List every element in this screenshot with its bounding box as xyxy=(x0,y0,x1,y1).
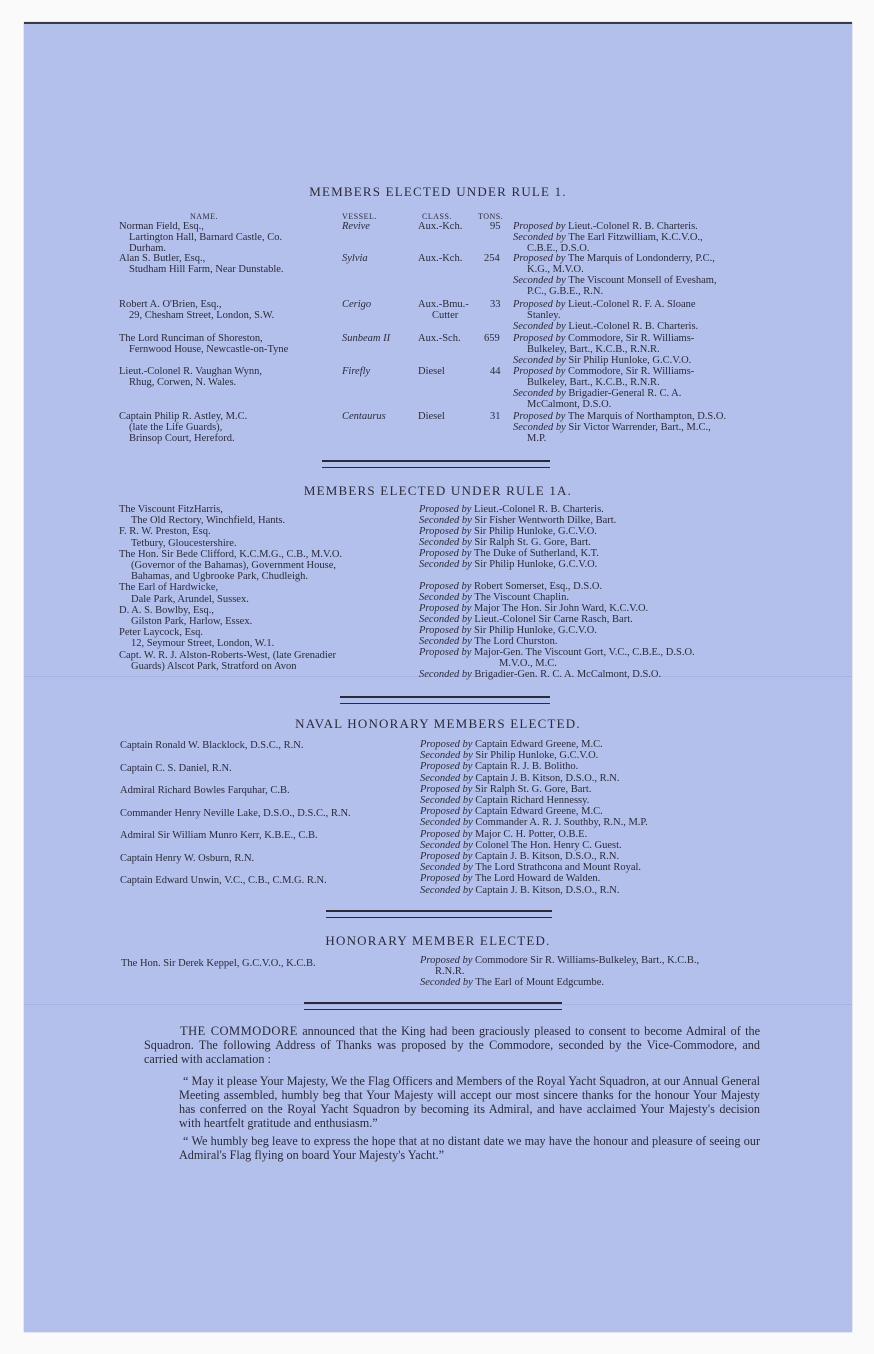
sponsor-line: Seconded by The Earl Fitzwilliam, K.C.V.O., xyxy=(513,232,703,243)
sponsor-role-label: Seconded by xyxy=(419,669,475,680)
naval-member: Captain Henry W. Osburn, R.N. xyxy=(120,852,255,864)
sponsor-line: Seconded by Brigadier-General R. C. A. xyxy=(513,388,682,399)
sponsor-role-label: Proposed by xyxy=(513,253,569,264)
sponsor-line: Seconded by Sir Victor Warrender, Bart., M.C., xyxy=(513,422,711,433)
sponsor-role-label: Seconded by xyxy=(513,388,569,399)
announcement-text: announced that the King had been graciously pleased to consent to become Admiral of the Squadron. The following Address of Thanks was proposed by the Commodore, seconded by the Vice-Commodore, and carried with acclamation : xyxy=(144,1024,760,1066)
sponsor-line: Proposed by The Marquis of Londonderry, P.C., xyxy=(513,253,715,264)
sponsor-line: Proposed by Sir Ralph St. G. Gore, Bart. xyxy=(420,783,592,795)
vessel-tons: 254 xyxy=(484,253,500,264)
sponsor-role-label: Seconded by xyxy=(420,862,476,874)
sponsor-line: Bulkeley, Bart., K.C.B., R.N.R. xyxy=(527,344,660,355)
member-name-line: Lieut.-Colonel R. Vaughan Wynn, xyxy=(119,366,263,377)
sponsor-line: C.B.E., D.S.O. xyxy=(527,243,590,254)
member-line: (Governor of the Bahamas), Government House, xyxy=(131,560,336,571)
double-rule xyxy=(340,696,550,704)
sponsor-role-label: Proposed by xyxy=(420,761,476,773)
sponsor-line: Seconded by Sir Philip Hunloke, G.C.V.O. xyxy=(513,355,692,366)
col-vessel-header: VESSEL. xyxy=(342,212,377,221)
sponsor-role-label: Proposed by xyxy=(513,366,569,377)
sponsor-role-label: Seconded by xyxy=(513,422,569,433)
rule1a-heading: MEMBERS ELECTED UNDER RULE 1A. xyxy=(303,483,573,498)
sponsor-line: Seconded by The Lord Churston. xyxy=(419,636,558,647)
sponsor-line: P.C., G.B.E., R.N. xyxy=(527,286,604,297)
address-quote-2: “ We humbly beg leave to express the hope that at no distant date we may have the honour and pleasure of seeing our Admiral's Flag flying on board Your Majesty's Yacht.” xyxy=(179,1134,760,1162)
sponsor-role-label: Proposed by xyxy=(420,806,476,818)
sponsor-role-label: Proposed by xyxy=(420,955,476,966)
address-quote-1: “ May it please Your Majesty, We the Flag Officers and Members of the Royal Yacht Squadron, at our Annual General Meeting assembled, humbly beg that Your Majesty will accept our most sincere thanks for the honour Your Majesty has conferred on the Royal Yacht Squadron by becoming its Admiral, and have acclaimed Your Majesty's decision with heartfelt gratitude and enthusiasm.” xyxy=(179,1074,760,1130)
sponsor-role-label: Proposed by xyxy=(419,647,475,658)
vessel-class: Cutter xyxy=(432,310,459,321)
sponsor-line: Seconded by The Lord Strathcona and Mount Royal. xyxy=(420,862,642,874)
vessel-class: Aux.-Sch. xyxy=(418,333,461,344)
sponsor-line: Seconded by Sir Fisher Wentworth Dilke, Bart. xyxy=(419,515,617,526)
sponsor-line: R.N.R. xyxy=(435,966,465,977)
member-name-line: 29, Chesham Street, London, S.W. xyxy=(129,310,275,321)
honorary-heading: HONORARY MEMBER ELECTED. xyxy=(325,933,551,948)
member-name-line: Lartington Hall, Barnard Castle, Co. xyxy=(129,232,283,243)
member-name-line: Durham. xyxy=(129,243,167,254)
naval-member: Captain Edward Unwin, V.C., C.B., C.M.G. R.N. xyxy=(120,875,327,886)
vessel-class: Diesel xyxy=(418,366,445,377)
sponsor-line: Proposed by Sir Philip Hunloke, G.C.V.O. xyxy=(419,625,597,636)
vessel-tons: 95 xyxy=(490,221,501,232)
vessel-tons: 31 xyxy=(490,411,501,422)
member-line: Capt. W. R. J. Alston-Roberts-West, (late Grenadier xyxy=(119,649,336,661)
member-name-line: Norman Field, Esq., xyxy=(119,221,204,232)
member-line: The Viscount FitzHarris, xyxy=(119,504,223,515)
sponsor-role-label: Proposed by xyxy=(420,739,476,750)
sponsor-line: Proposed by Captain J. B. Kitson, D.S.O., R.N. xyxy=(420,851,620,862)
sponsor-line: Proposed by Captain Edward Greene, M.C. xyxy=(420,739,603,750)
sponsor-line: Proposed by Commodore, Sir R. Williams- xyxy=(513,366,695,377)
vessel-class: Aux.-Kch. xyxy=(418,221,463,232)
sponsor-role-label: Seconded by xyxy=(419,614,475,625)
vessel-tons: 44 xyxy=(490,366,501,377)
member-name-line: Fernwood House, Newcastle-on-Tyne xyxy=(129,344,289,355)
naval-heading: NAVAL HONORARY MEMBERS ELECTED. xyxy=(295,716,581,731)
sponsor-line: Proposed by The Duke of Sutherland, K.T. xyxy=(419,548,599,559)
sponsor-role-label: Seconded by xyxy=(513,321,569,332)
sponsor-role-label: Proposed by xyxy=(419,526,475,537)
rule1-heading: MEMBERS ELECTED UNDER RULE 1. xyxy=(309,184,567,199)
sponsor-line: Proposed by Major-Gen. The Viscount Gort, V.C., C.B.E., D.S.O. xyxy=(419,647,695,658)
sponsor-line: Stanley. xyxy=(527,310,561,321)
vessel-name: Revive xyxy=(342,221,370,232)
sponsor-role-label: Seconded by xyxy=(513,232,569,243)
member-line: F. R. W. Preston, Esq. xyxy=(119,526,211,538)
sponsor-role-label: Seconded by xyxy=(420,750,476,762)
vessel-name: Sylvia xyxy=(342,253,368,264)
sponsor-role-label: Proposed by xyxy=(420,783,476,795)
naval-member: Admiral Richard Bowles Farquhar, C.B. xyxy=(120,785,290,796)
sponsor-line: Proposed by Major C. H. Potter, O.B.E. xyxy=(420,828,588,840)
sponsor-role-label: Proposed by xyxy=(419,581,475,592)
sponsor-line: Seconded by Sir Ralph St. G. Gore, Bart. xyxy=(419,537,591,548)
sponsor-line: Seconded by Captain J. B. Kitson, D.S.O., R.N. xyxy=(420,772,620,784)
commodore-lead: THE COMMODORE xyxy=(180,1024,298,1038)
member-name-line: Robert A. O'Brien, Esq., xyxy=(119,299,222,310)
member-line: Tetbury, Gloucestershire. xyxy=(131,537,237,549)
sponsor-line: Seconded by The Earl of Mount Edgcumbe. xyxy=(420,977,604,988)
sponsor-role-label: Seconded by xyxy=(419,537,475,548)
vessel-name: Cerigo xyxy=(342,299,372,310)
sponsor-role-label: Seconded by xyxy=(420,772,476,784)
sponsor-line: Seconded by Captain Richard Hennessy. xyxy=(420,795,590,806)
col-name-header: NAME. xyxy=(190,212,219,221)
member-name-line: Studham Hill Farm, Near Dunstable. xyxy=(129,264,284,275)
naval-member: Commander Henry Neville Lake, D.S.O., D.S.C., R.N. xyxy=(120,807,351,819)
double-rule xyxy=(304,1002,562,1010)
vessel-name: Sunbeam II xyxy=(342,333,391,344)
sponsor-line: Seconded by Lieut.-Colonel Sir Carne Rasch, Bart. xyxy=(419,614,633,625)
vessel-tons: 659 xyxy=(484,333,500,344)
member-line: D. A. S. Bowlby, Esq., xyxy=(119,604,214,616)
sponsor-line: Seconded by The Viscount Chaplin. xyxy=(419,592,569,603)
sponsor-role-label: Seconded by xyxy=(420,977,476,988)
sponsor-line: McCalmont, D.S.O. xyxy=(527,399,612,410)
sponsor-role-label: Proposed by xyxy=(420,851,476,862)
sponsor-role-label: Seconded by xyxy=(420,839,476,851)
member-line: 12, Seymour Street, London, W.1. xyxy=(131,638,275,650)
member-name-line: Alan S. Butler, Esq., xyxy=(119,253,206,264)
sponsor-role-label: Seconded by xyxy=(420,795,476,806)
member-name-line: The Lord Runciman of Shoreston, xyxy=(119,333,263,344)
naval-member: Captain Ronald W. Blacklock, D.S.C., R.N. xyxy=(120,740,304,751)
sponsor-line: Seconded by Colonel The Hon. Henry C. Guest. xyxy=(420,839,622,851)
vessel-tons: 33 xyxy=(490,299,501,310)
sponsor-line: Proposed by Sir Philip Hunloke, G.C.V.O. xyxy=(419,526,597,537)
sponsor-line: Proposed by Captain R. J. B. Bolitho. xyxy=(420,761,579,773)
naval-member: Admiral Sir William Munro Kerr, K.B.E., C.B. xyxy=(120,830,318,841)
vessel-class: Aux.-Bmu.- xyxy=(418,299,469,310)
member-line: Gilston Park, Harlow, Essex. xyxy=(131,616,253,627)
sponsor-line: Seconded by Captain J. B. Kitson, D.S.O., R.N. xyxy=(420,884,620,896)
vessel-name: Centaurus xyxy=(342,411,386,422)
sponsor-line: Proposed by Lieut.-Colonel R. F. A. Sloane xyxy=(513,299,696,310)
announcement-paragraph xyxy=(144,1024,760,1066)
sponsor-line: Seconded by Sir Philip Hunloke, G.C.V.O. xyxy=(419,559,598,570)
sponsor-line: Seconded by Lieut.-Colonel R. B. Charteris. xyxy=(513,321,699,332)
sponsor-role-label: Seconded by xyxy=(420,817,476,829)
member-name-line: Brinsop Court, Hereford. xyxy=(129,433,235,444)
sponsor-line: Proposed by Commodore Sir R. Williams-Bulkeley, Bart., K.C.B., xyxy=(420,955,700,966)
sponsor-line: Proposed by Robert Somerset, Esq., D.S.O. xyxy=(419,581,603,592)
sponsor-role-label: Proposed by xyxy=(420,873,476,885)
sponsor-line: Proposed by Major The Hon. Sir John Ward, K.C.V.O. xyxy=(419,603,649,614)
member-name-line: Rhug, Corwen, N. Wales. xyxy=(129,377,237,388)
sponsor-line: K.G., M.V.O. xyxy=(527,264,584,275)
sponsor-role-label: Seconded by xyxy=(419,515,475,526)
vessel-class: Aux.-Kch. xyxy=(418,253,463,264)
sponsor-line: Proposed by Captain Edward Greene, M.C. xyxy=(420,806,603,818)
sponsor-role-label: Seconded by xyxy=(420,884,476,896)
double-rule xyxy=(322,460,550,468)
sponsor-role-label: Proposed by xyxy=(419,504,475,515)
col-class-header: CLASS. xyxy=(422,212,452,221)
sponsor-line: M.V.O., M.C. xyxy=(499,658,557,669)
sponsor-line: M.P. xyxy=(527,433,547,444)
vessel-name: Firefly xyxy=(342,366,371,377)
member-line: Guards) Alscot Park, Stratford on Avon xyxy=(131,660,297,672)
member-line: Dale Park, Arundel, Sussex. xyxy=(131,593,249,605)
sponsor-line: Seconded by The Viscount Monsell of Evesham, xyxy=(513,275,717,286)
sponsor-role-label: Proposed by xyxy=(419,625,475,636)
sponsor-role-label: Seconded by xyxy=(513,355,569,366)
sponsor-role-label: Proposed by xyxy=(513,333,569,344)
sponsor-role-label: Proposed by xyxy=(419,548,475,559)
sponsor-role-label: Proposed by xyxy=(419,603,475,614)
vessel-class: Diesel xyxy=(418,411,445,422)
member-line: The Earl of Hardwicke, xyxy=(119,582,219,594)
sponsor-line: Seconded by Sir Philip Hunloke, G.C.V.O. xyxy=(420,750,599,762)
col-tons-header: TONS. xyxy=(478,212,504,221)
honorary-member: The Hon. Sir Derek Keppel, G.C.V.O., K.C.B. xyxy=(121,958,316,969)
sponsor-line: Proposed by The Lord Howard de Walden. xyxy=(420,873,601,885)
sponsor-role-label: Proposed by xyxy=(420,828,476,840)
sponsor-role-label: Proposed by xyxy=(513,299,569,310)
document-page xyxy=(24,22,852,1332)
member-name-line: Captain Philip R. Astley, M.C. xyxy=(119,411,248,422)
member-line: Peter Laycock, Esq. xyxy=(119,627,203,639)
double-rule xyxy=(326,910,552,918)
sponsor-role-label: Proposed by xyxy=(513,411,569,422)
sponsor-role-label: Seconded by xyxy=(419,559,475,570)
sponsor-role-label: Proposed by xyxy=(513,221,569,232)
naval-member: Captain C. S. Daniel, R.N. xyxy=(120,762,232,774)
member-name-line: (late the Life Guards), xyxy=(129,422,223,433)
member-line: Bahamas, and Ugbrooke Park, Chudleigh. xyxy=(131,571,309,583)
sponsor-line: Proposed by The Marquis of Northampton, D.S.O. xyxy=(513,411,727,422)
sponsor-line: Proposed by Lieut.-Colonel R. B. Charteris. xyxy=(419,504,604,515)
sponsor-role-label: Seconded by xyxy=(419,592,475,603)
member-line: The Old Rectory, Winchfield, Hants. xyxy=(131,515,286,527)
sponsor-role-label: Seconded by xyxy=(419,636,475,647)
sponsor-line: Proposed by Commodore, Sir R. Williams- xyxy=(513,333,695,344)
sponsor-line: Seconded by Commander A. R. J. Southby, R.N., M.P. xyxy=(420,817,648,829)
sponsor-line: Proposed by Lieut.-Colonel R. B. Charteris. xyxy=(513,221,698,232)
sponsor-line: Seconded by Brigadier-Gen. R. C. A. McCalmont, D.S.O. xyxy=(419,669,662,680)
sponsor-line: Bulkeley, Bart., K.C.B., R.N.R. xyxy=(527,377,660,388)
member-line: The Hon. Sir Bede Clifford, K.C.M.G., C.B., M.V.O. xyxy=(119,548,343,560)
sponsor-role-label: Seconded by xyxy=(513,275,569,286)
